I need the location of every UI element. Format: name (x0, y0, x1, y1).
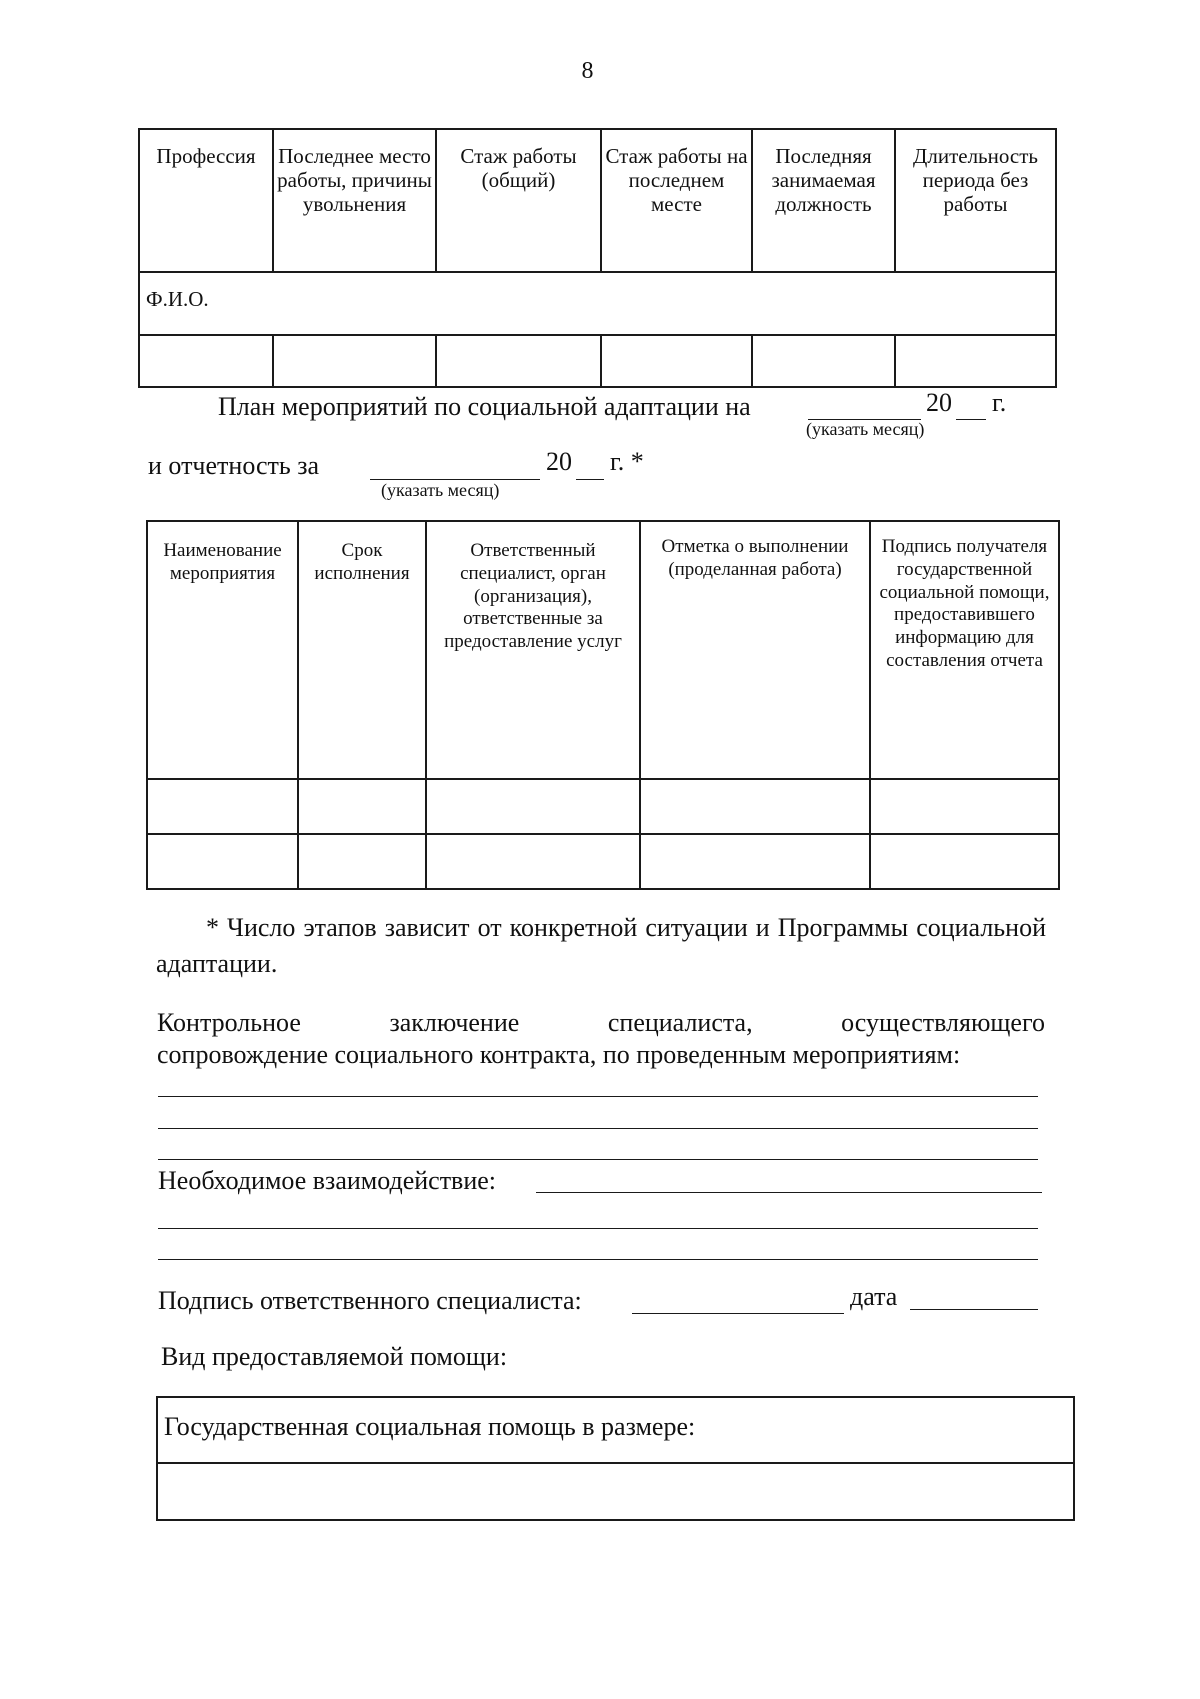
header-deadline: Срок исполнения (298, 521, 426, 779)
input-cell[interactable] (298, 779, 426, 834)
plan-title: План мероприятий по социальной адаптации на (218, 392, 751, 421)
plan-year-prefix: 20 (926, 388, 952, 417)
employment-table (138, 128, 1057, 388)
page-number: 8 (581, 58, 594, 84)
activities-table (146, 520, 1060, 890)
header-responsible-specialist: Ответственный специалист, орган (организация), ответственные за предоставление услуг (426, 521, 640, 779)
input-cell[interactable] (273, 335, 436, 387)
aid-amount-table (156, 1396, 1075, 1521)
aid-amount-label: Государственная социальная помощь в размере: (157, 1397, 1074, 1463)
year-blank-line[interactable] (956, 419, 986, 420)
input-cell[interactable] (157, 1463, 1074, 1520)
input-cell[interactable] (426, 834, 640, 889)
header-recipient-signature: Подпись получателя государственной социальной помощи, предоставившего информацию для составления отчета (870, 521, 1059, 779)
input-cell[interactable] (895, 335, 1056, 387)
header-last-place-experience: Стаж работы на последнем месте (601, 129, 752, 272)
interaction-blank-line[interactable] (158, 1228, 1038, 1229)
report-year-suffix: г. * (610, 447, 644, 476)
header-activity-name: Наименование мероприятия (147, 521, 298, 779)
signature-label: Подпись ответственного специалиста: (158, 1286, 582, 1315)
input-cell[interactable] (640, 834, 870, 889)
date-label: дата (850, 1282, 898, 1311)
fio-label: Ф.И.О. (139, 272, 1056, 335)
footnote: * Число этапов зависит от конкретной ситуации и Программы социальной адаптации. (156, 913, 1046, 978)
conclusion-blank-line[interactable] (158, 1159, 1038, 1160)
header-unemployment-duration: Длительность периода без работы (895, 129, 1056, 272)
input-cell[interactable] (139, 335, 273, 387)
interaction-blank-line[interactable] (536, 1192, 1042, 1193)
report-year-prefix: 20 (546, 447, 572, 476)
plan-year-suffix: г. (992, 388, 1007, 417)
input-cell[interactable] (436, 335, 601, 387)
report-label: и отчетность за (148, 451, 320, 480)
input-cell[interactable] (640, 779, 870, 834)
header-total-experience: Стаж работы (общий) (436, 129, 601, 272)
input-cell[interactable] (147, 834, 298, 889)
conclusion-line-2: сопровождение социального контракта, по проведенным мероприятиям: (157, 1040, 961, 1069)
input-cell[interactable] (601, 335, 752, 387)
header-completion-mark: Отметка о выполнении (проделанная работа) (640, 521, 870, 779)
header-last-workplace: Последнее место работы, причины увольнения (273, 129, 436, 272)
input-cell[interactable] (298, 834, 426, 889)
aid-type-label: Вид предоставляемой помощи: (161, 1342, 508, 1371)
month-hint: (указать месяц) (806, 419, 925, 439)
report-month-hint: (указать месяц) (381, 480, 500, 500)
input-cell[interactable] (752, 335, 895, 387)
date-blank-line[interactable] (910, 1309, 1038, 1310)
interaction-blank-line[interactable] (158, 1259, 1038, 1260)
report-year-blank-line[interactable] (576, 479, 604, 480)
signature-blank-line[interactable] (632, 1313, 844, 1314)
conclusion-blank-line[interactable] (158, 1128, 1038, 1129)
input-cell[interactable] (870, 779, 1059, 834)
interaction-label: Необходимое взаимодействие: (158, 1166, 497, 1195)
conclusion-blank-line[interactable] (158, 1096, 1038, 1097)
header-last-position: Последняя занимаемая должность (752, 129, 895, 272)
input-cell[interactable] (870, 834, 1059, 889)
input-cell[interactable] (147, 779, 298, 834)
header-profession: Профессия (139, 129, 273, 272)
input-cell[interactable] (426, 779, 640, 834)
conclusion-line-1: Контрольное заключение специалиста, осуществляющего (157, 1008, 1045, 1037)
